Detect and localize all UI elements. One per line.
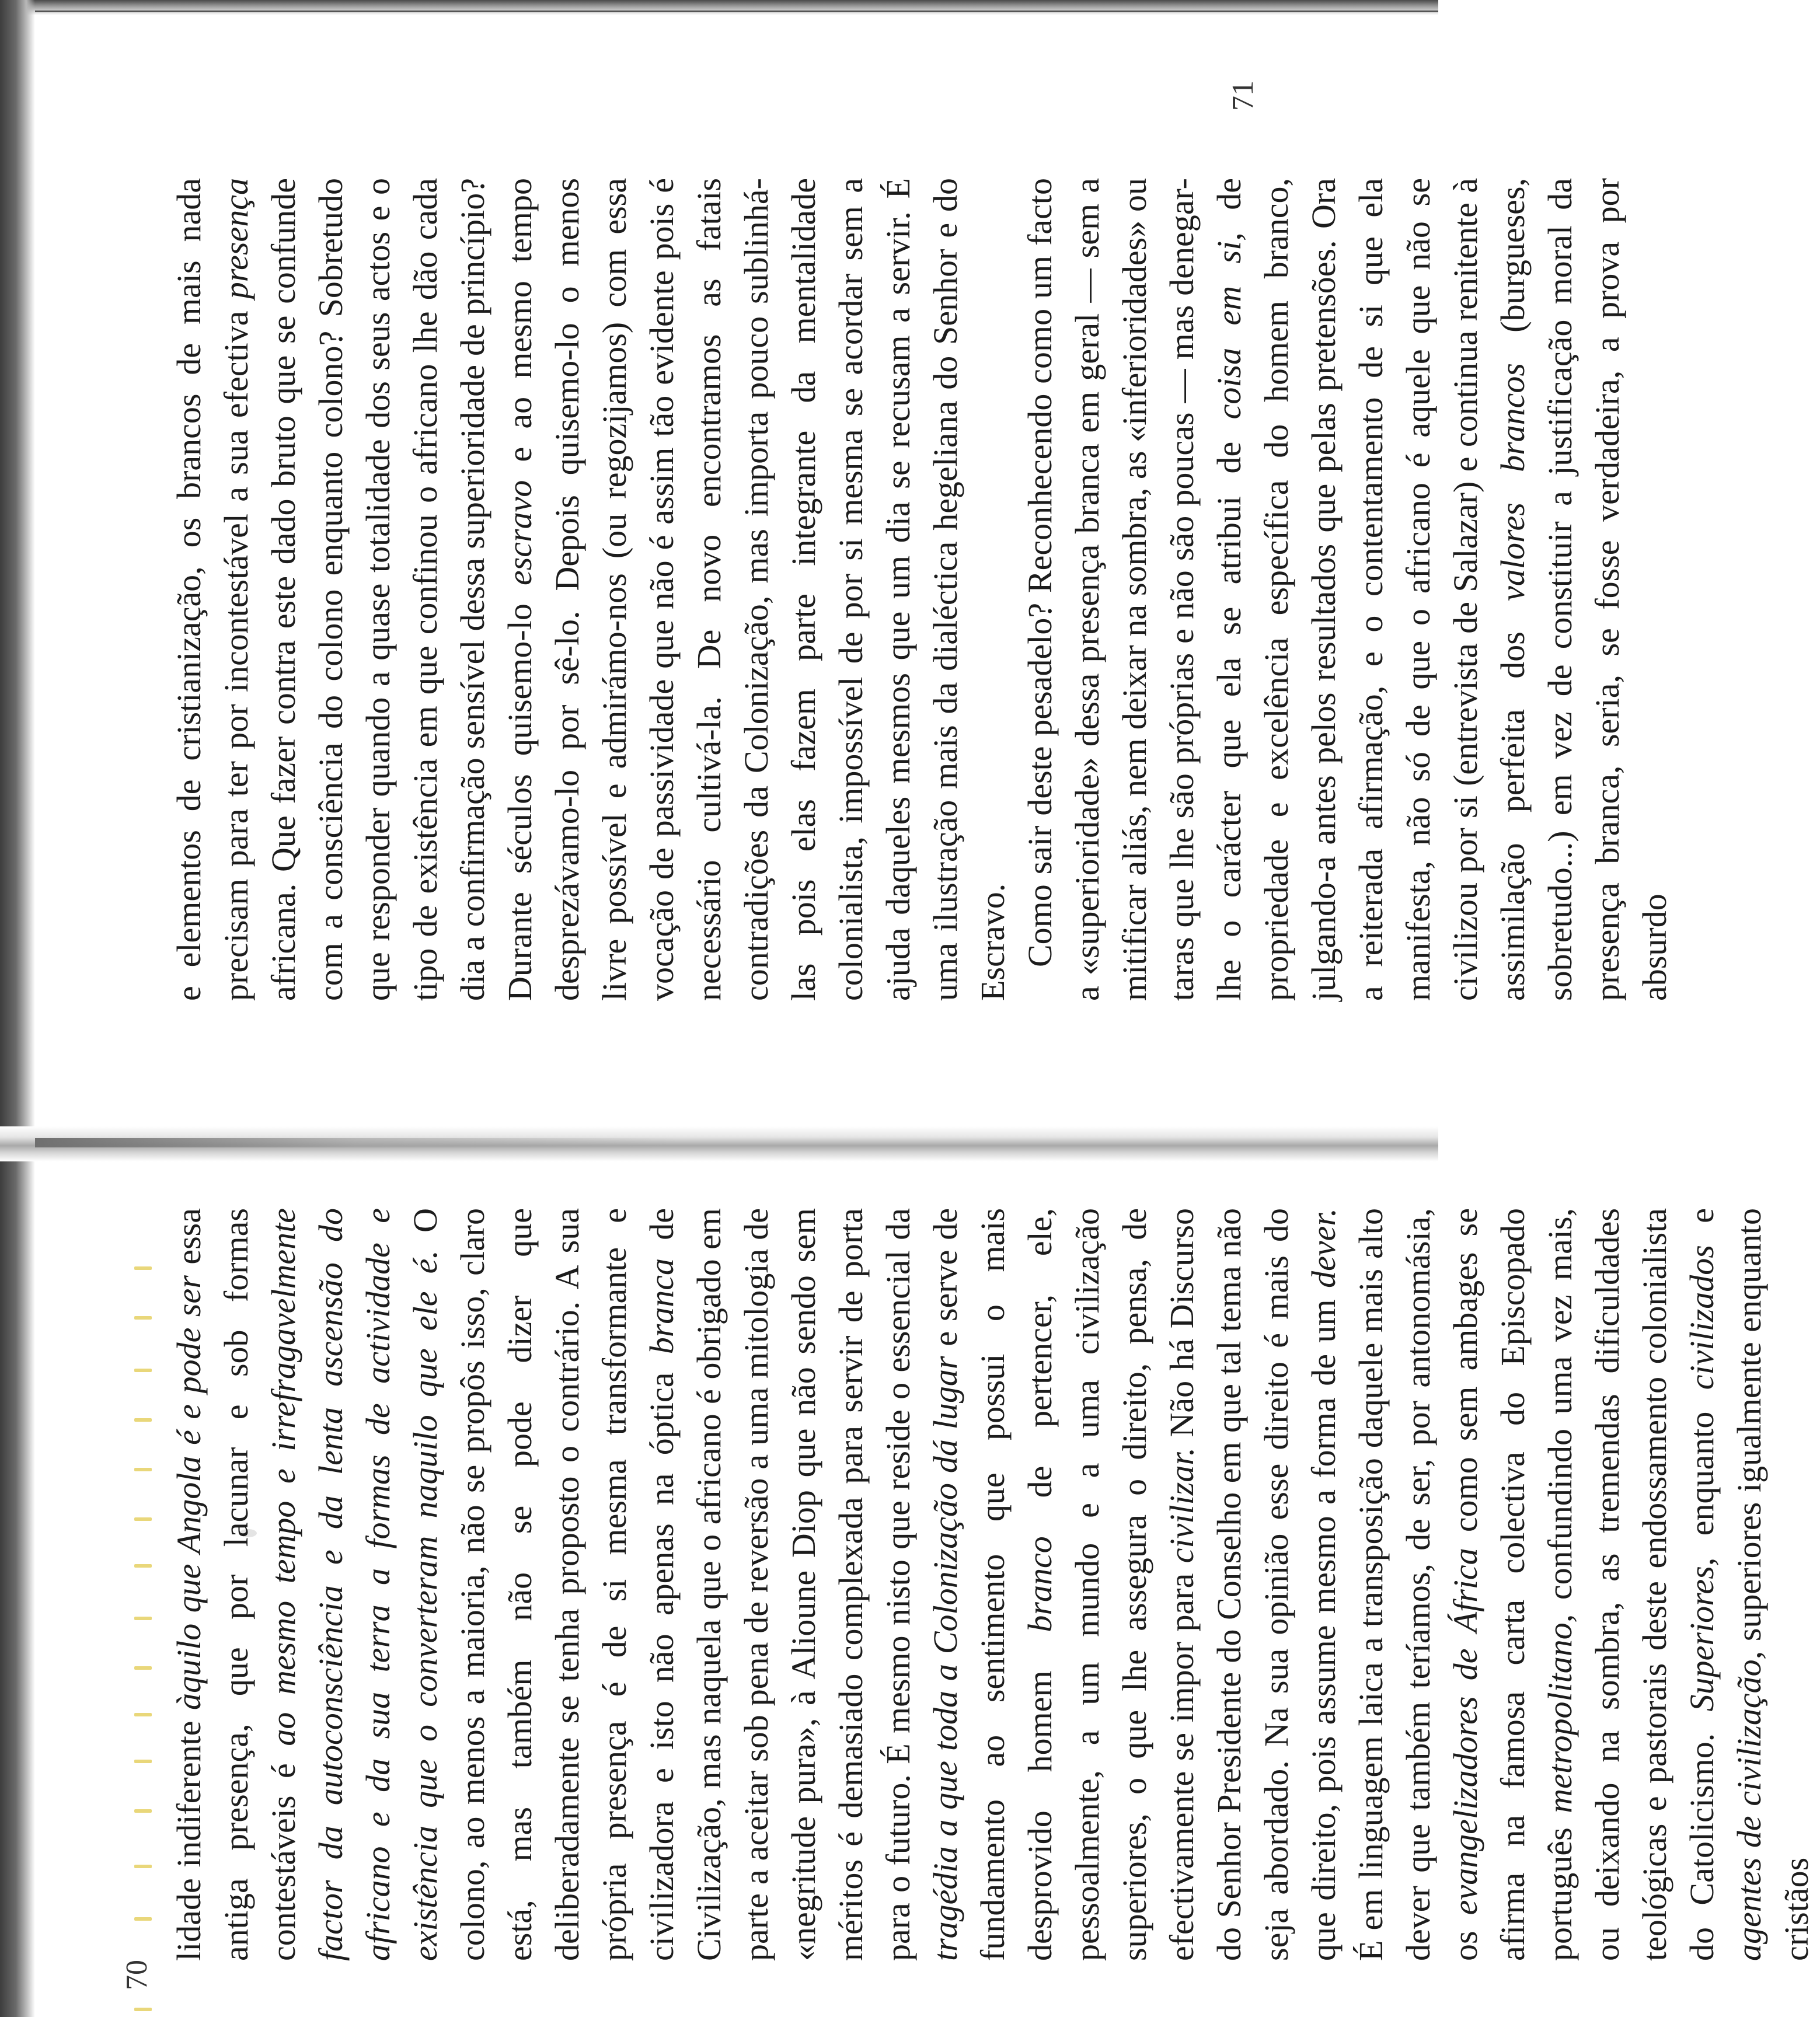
italic-text: civilizados bbox=[1683, 1245, 1721, 1390]
edge-tab bbox=[134, 1809, 152, 1813]
text-run: de pertencer, ele, pessoalmente, a um mundo e a uma civilização superiores, o que lhe assegura o direito, pensa, de efectivamente se impor para bbox=[1021, 1208, 1201, 1961]
text-run: (burgueses, sobretudo...) em vez de constituir a justificação moral da presença branca, seria, se fosse verdadeira, a prova por absurdo bbox=[1494, 178, 1673, 1001]
text-run: e serve de fundamento ao sentimento que possui o mais desprovido homem bbox=[926, 1208, 1059, 1961]
paragraph bbox=[1016, 178, 1678, 1001]
text-run: e ao mesmo tempo desprezávamo-lo por sê-lo. Depois quisemo-lo o menos livre possível e admirámo-nos (ou regozijamos) com essa vocação de passividade que não é assim tão evidente pois é necessário cultivá-la. De novo encontramos as fatais contradições da Colonização, mas importa pouco sublinhá-las pois elas fazem parte integrante da mentalidade colonialista, impossível de por si mesma se acordar sem a ajuda daqueles mesmos que um dia se recusam a servir. É uma ilustração mais da dialéctica hegeliana do Senhor e do Escravo. bbox=[501, 178, 1012, 1001]
italic-text: Superiores, bbox=[1683, 1557, 1721, 1712]
italic-text: dever. bbox=[1305, 1208, 1343, 1288]
right-page-text bbox=[165, 178, 1678, 1001]
italic-text: evangelizadores de África bbox=[1446, 1548, 1484, 1915]
italic-text: ao mesmo tempo e irrefragavelmente factor da autoconsciência e da lenta ascensão do africano e da sua terra a formas de actividade e existência que o converteram naquilo que ele é. bbox=[264, 1208, 444, 1961]
edge-tab bbox=[134, 1617, 152, 1620]
italic-text: tragédia a que toda a Colonização dá lugar bbox=[926, 1356, 964, 1961]
text-run: de Civilização, mas naquela que o africano é obrigado em parte a aceitar sob pena de reversão a uma mitologia de «negritude pura», à Alioune Diop que não sendo sem méritos é demasiado complexada para servir de porta para o futuro. É mesmo nisto que reside o essencial da bbox=[643, 1208, 917, 1961]
edge-tab bbox=[134, 2008, 152, 2011]
edge-tab bbox=[134, 1517, 152, 1521]
italic-text: branco bbox=[1021, 1536, 1059, 1632]
text-run: O colono, ao menos a maioria, não se propôs isso, claro está, mas também não se pode dizer que deliberadamente se tenha proposto o contrário. A sua própria presença é de si mesma transformante e civilizadora e isto não apenas na óptica bbox=[406, 1208, 681, 1961]
text-run: essa antiga presença, que por lacunar e sob formas contestáveis é bbox=[170, 1208, 302, 1961]
right-page-number: 71 bbox=[1226, 81, 1260, 111]
edge-tab bbox=[134, 1865, 152, 1868]
edge-tab bbox=[134, 1713, 152, 1716]
left-page-text bbox=[165, 1208, 1820, 1961]
text-run: como sem ambages se afirma na famosa carta colectiva do Episcopado português bbox=[1446, 1208, 1579, 1961]
paragraph bbox=[165, 178, 1016, 1001]
gutter-shadow bbox=[35, 1138, 677, 1147]
left-page bbox=[165, 1208, 1815, 1961]
italic-text: escravo bbox=[501, 480, 539, 586]
italic-text: civilizar. bbox=[1163, 1447, 1201, 1564]
edge-tab bbox=[134, 1760, 152, 1763]
italic-text: valores brancos bbox=[1494, 363, 1532, 601]
italic-text: branca bbox=[643, 1258, 681, 1355]
italic-text: coisa em si, bbox=[1210, 232, 1248, 420]
text-run: e elementos de cristianização, os brancos de mais nada precisam para ter por incontestável a sua efectiva bbox=[170, 178, 255, 1001]
edge-tab bbox=[134, 1666, 152, 1670]
edge-tab bbox=[134, 1468, 152, 1471]
text-run: Como sair deste pesadelo? Reconhecendo como um facto a «superioridade» dessa presença branca em geral — sem a mitificar aliás, nem deixar na sombra, as «inferioridades» ou taras que lhe são próprias e não são poucas — mas denegar-lhe o carácter que ela se atribui de bbox=[1021, 178, 1248, 1001]
text-run: É em linguagem laica a transposição daquele mais alto dever que também teríamos, de ser, por antonomásia, os bbox=[1352, 1208, 1484, 1961]
italic-text: presença bbox=[217, 178, 255, 299]
page-edge-tabs bbox=[134, 0, 158, 2017]
text-run: e bbox=[1683, 1208, 1721, 1245]
edge-tab bbox=[134, 1418, 152, 1422]
scan-left-shadow bbox=[0, 0, 35, 2017]
right-page bbox=[165, 178, 1673, 1001]
text-run: superiores igualmente enquanto cristãos bbox=[1730, 1208, 1815, 1961]
text-run: confundindo uma vez mais, ou deixando na sombra, as tremendas dificuldades teológicas e pastorais deste endossamento colonialista do Catolicismo. bbox=[1541, 1208, 1721, 1961]
italic-text: metropolitano, bbox=[1541, 1614, 1579, 1813]
edge-tab bbox=[134, 1316, 152, 1320]
edge-tab bbox=[134, 1564, 152, 1568]
text-run: enquanto bbox=[1683, 1390, 1721, 1558]
text-run: Não há Discurso do Senhor Presidente do Conselho em que tal tema não seja abordado. Na sua opinião esse direito é mais do que direito, pois assume mesmo a forma de um bbox=[1163, 1208, 1343, 1961]
left-page-number: 70 bbox=[120, 1960, 154, 1990]
italic-text: àquilo que Angola é e pode ser bbox=[170, 1275, 208, 1710]
scan-top-line bbox=[35, 11, 1438, 12]
edge-tab bbox=[134, 1917, 152, 1921]
scan-top-shadow bbox=[0, 0, 1438, 15]
text-run: de propriedade e excelência específica do homem branco, julgando-a antes pelos resultados que pelas pretensões. Ora a reiterada afirmação, e o contentamento de si que ela manifesta, não só de que o africano é aquele que não se civilizou por si (entrevista de Salazar) e continua renitente à assimilação perfeita dos bbox=[1210, 178, 1532, 1001]
paragraph bbox=[165, 1208, 1820, 1961]
text-run: africana. Que fazer contra este dado bruto que se confunde com a consciência do colono enquanto colono? Sobretudo que responder quando a quase totalidade dos seus actos e o tipo de existência em que confinou o africano lhe dão cada dia a confirmação sensível dessa superioridade de princípio? Durante séculos quisemo-lo bbox=[264, 178, 539, 1001]
edge-tab bbox=[134, 1369, 152, 1372]
italic-text: agentes de civilização, bbox=[1730, 1650, 1768, 1961]
text-run: lidade indiferente bbox=[170, 1710, 208, 1961]
edge-tab bbox=[134, 1266, 152, 1270]
